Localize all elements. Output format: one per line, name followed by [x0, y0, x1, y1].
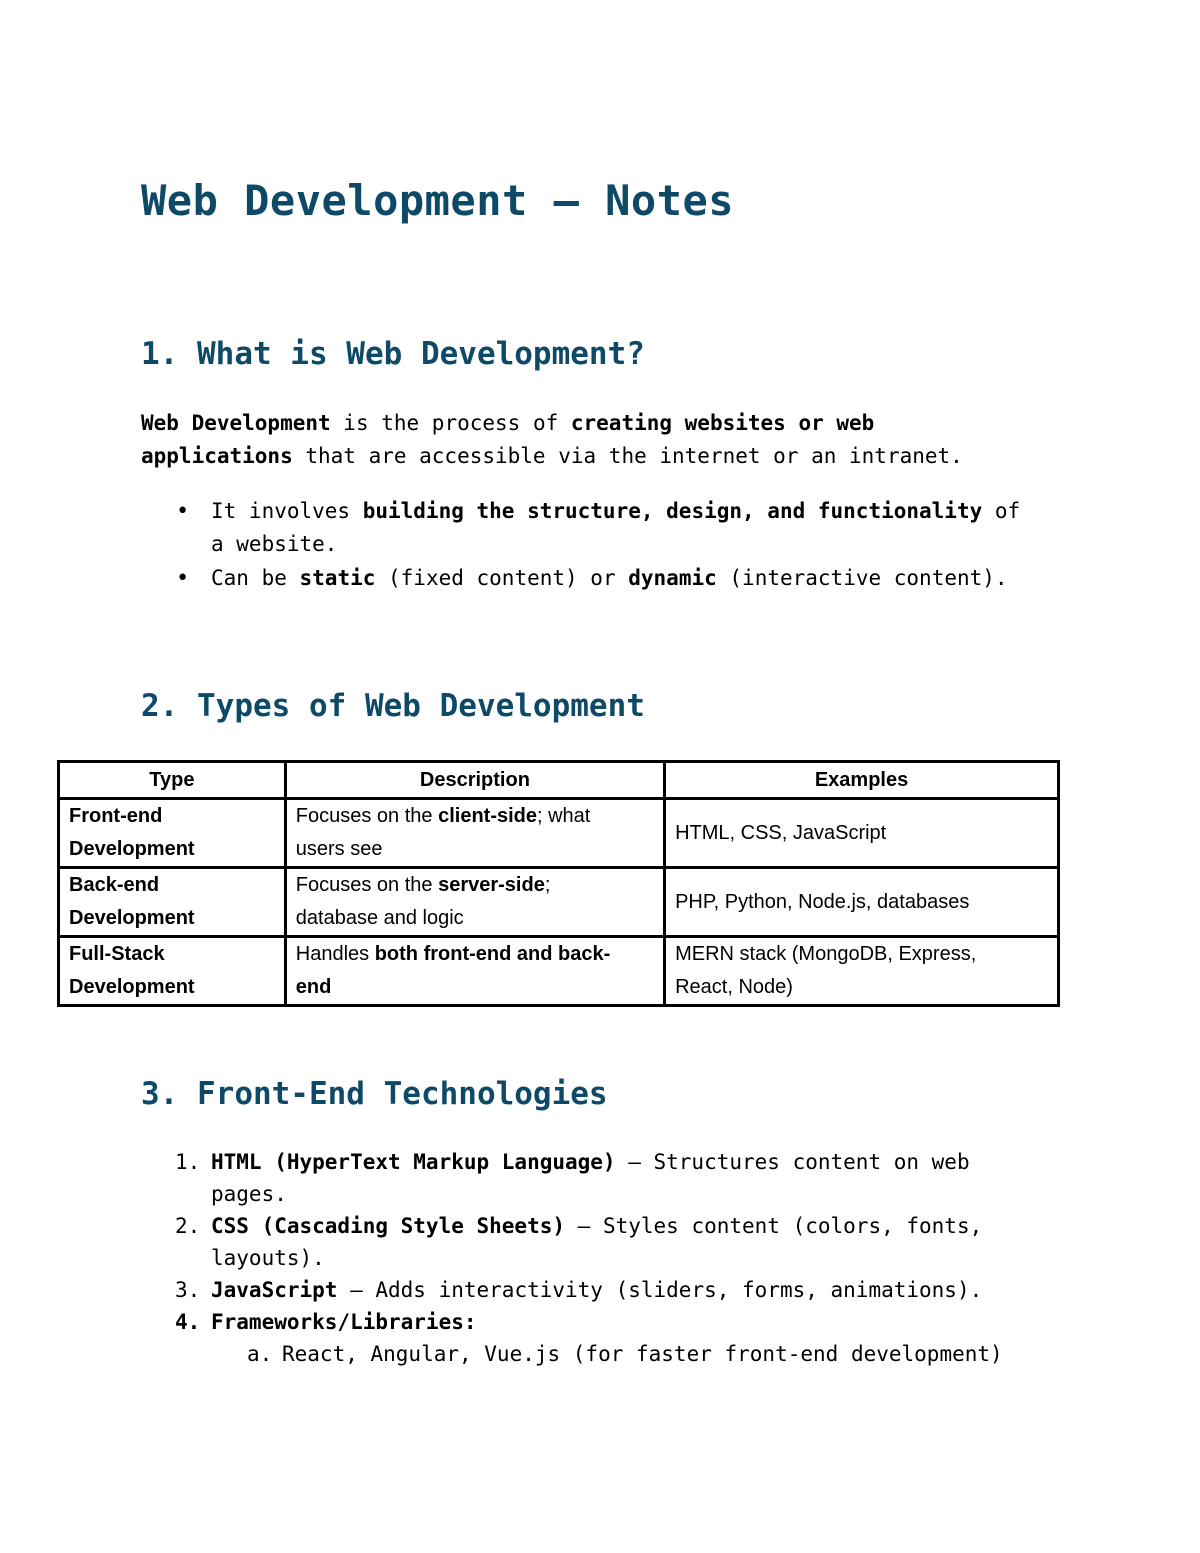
table-row: [59, 868, 1059, 937]
sub-list-item: a. React, Angular, Vue.js (for faster front-end development): [141, 1338, 1101, 1370]
intro-line-2: applications that are accessible via the internet or an intranet.: [141, 444, 963, 468]
list-item: 1. HTML (HyperText Markup Language) – Structures content on web pages.: [141, 1146, 1101, 1210]
list-number: 2.: [175, 1214, 201, 1238]
column-header-description: Description: [285, 762, 664, 799]
cell-type: Back-end Development: [59, 868, 286, 937]
list-number: 3.: [175, 1278, 201, 1302]
intro-paragraph: [141, 407, 1081, 473]
intro-line-1: Web Development is the process of creating websites or web: [141, 411, 875, 435]
bullet-icon: •: [176, 499, 190, 524]
section-heading-types: 2. Types of Web Development: [141, 688, 645, 724]
cell-description: Focuses on the server-side; database and logic: [285, 868, 664, 937]
list-item: • Can be static (fixed content) or dynamic (interactive content).: [141, 562, 1101, 595]
list-item: 2. CSS (Cascading Style Sheets) – Styles content (colors, fonts, layouts).: [141, 1210, 1101, 1274]
sub-list-letter: a.: [247, 1342, 273, 1366]
list-number: 4.: [175, 1310, 201, 1334]
cell-type: Front-end Development: [59, 799, 286, 868]
cell-examples: HTML, CSS, JavaScript: [665, 799, 1059, 868]
bullet-icon: •: [176, 566, 190, 591]
list-item: • It involves building the structure, design, and functionality of a website.: [141, 495, 1101, 561]
types-table: [57, 760, 1060, 1007]
table-row: [59, 799, 1059, 868]
list-item: 3. JavaScript – Adds interactivity (sliders, forms, animations).: [141, 1274, 1101, 1306]
column-header-examples: Examples: [665, 762, 1059, 799]
column-header-type: Type: [59, 762, 286, 799]
list-item: 4. Frameworks/Libraries:: [141, 1306, 1101, 1338]
list-number: 1.: [175, 1150, 201, 1174]
bullet-list: [141, 495, 1101, 595]
table-header-row: [59, 762, 1059, 799]
cell-description: Focuses on the client-side; what users see: [285, 799, 664, 868]
section-heading-front-end: 3. Front-End Technologies: [141, 1076, 608, 1112]
cell-examples: MERN stack (MongoDB, Express, React, Node): [665, 937, 1059, 1006]
table-row: [59, 937, 1059, 1006]
cell-type: Full-Stack Development: [59, 937, 286, 1006]
section-heading-what-is: 1. What is Web Development?: [141, 336, 645, 372]
page-title: Web Development – Notes: [141, 176, 735, 225]
cell-description: Handles both front-end and back- end: [285, 937, 664, 1006]
numbered-list: [141, 1146, 1101, 1370]
cell-examples: PHP, Python, Node.js, databases: [665, 868, 1059, 937]
